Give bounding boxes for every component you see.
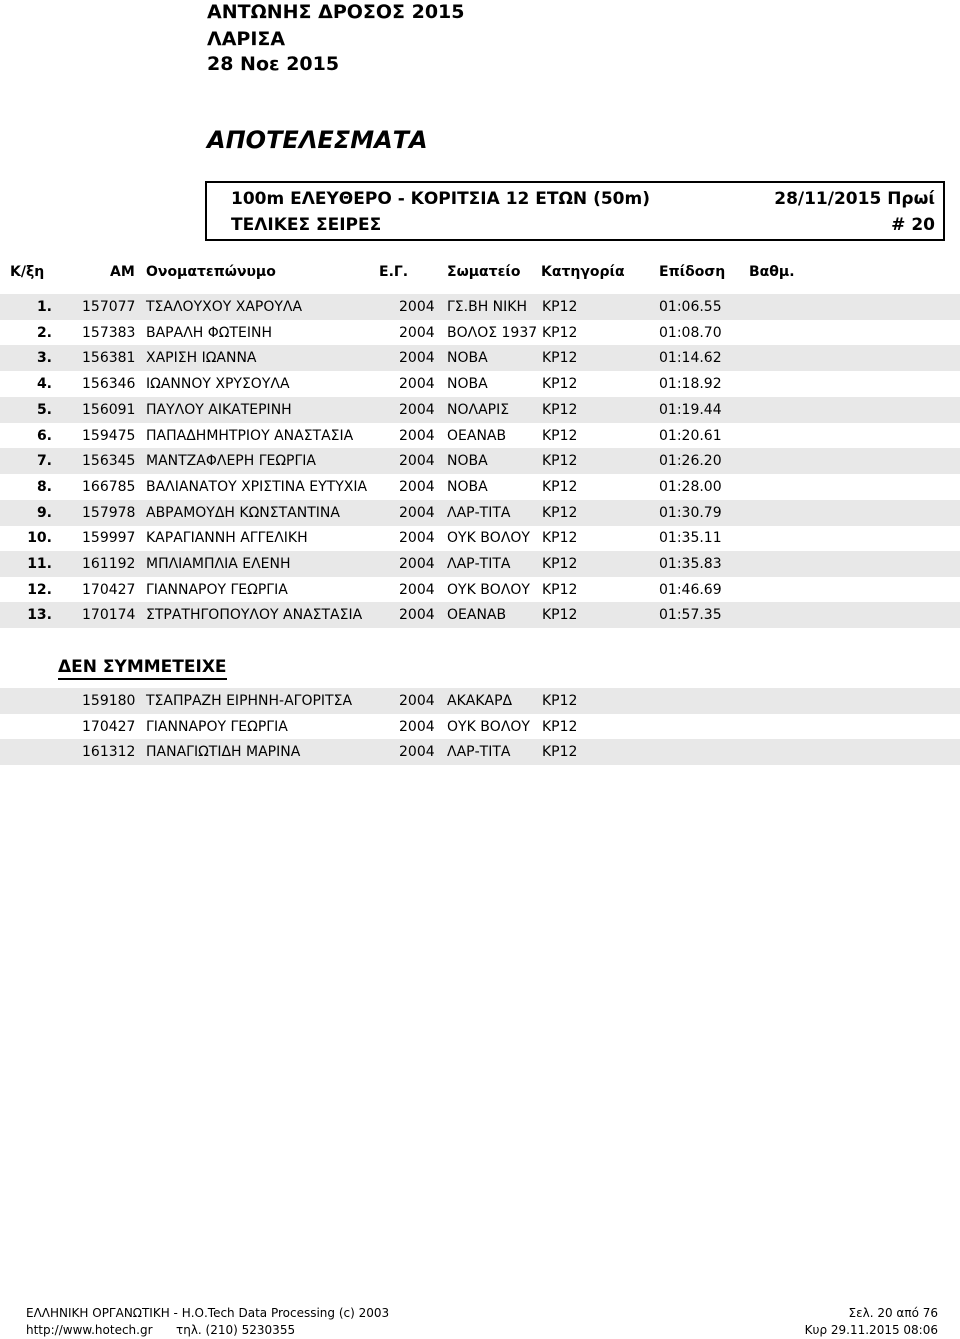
cell-name: ΧΑΡΙΣΗ ΙΩΑΝΝΑ	[146, 350, 257, 367]
cell-category: ΚΡ12	[542, 581, 578, 598]
footer-phone: τηλ. (210) 5230355	[176, 1323, 296, 1337]
cell-name: ΣΤΡΑΤΗΓΟΠΟΥΛΟΥ ΑΝΑΣΤΑΣΙΑ	[146, 607, 363, 624]
table-row	[0, 345, 960, 371]
cell-time: 01:57.35	[659, 607, 722, 624]
cell-name: ΚΑΡΑΓΙΑΝΝΗ ΑΓΓΕΛΙΚΗ	[146, 530, 308, 547]
cell-name: ΤΣΑΠΡΑΖΗ ΕΙΡΗΝΗ-ΑΓΟΡΙΤΣΑ	[146, 693, 353, 709]
cell-yob: 2004	[399, 744, 435, 761]
cell-club: ΟΕΑΝΑΒ	[447, 427, 507, 444]
col-header-club: Σωματείο	[447, 264, 521, 280]
col-header-yob: Ε.Γ.	[379, 264, 409, 280]
cell-rank: 11.	[27, 556, 52, 572]
cell-am: 170174	[82, 607, 136, 624]
cell-name: ΜΠΛΙΑΜΠΛΙΑ ΕΛΕΝΗ	[146, 556, 291, 572]
cell-category: ΚΡ12	[542, 401, 578, 418]
dns-heading: ΔΕΝ ΣΥΜΜΕΤΕΙΧΕ	[58, 657, 227, 680]
event-box	[205, 181, 945, 241]
cell-yob: 2004	[399, 581, 435, 598]
table-row	[0, 320, 960, 346]
cell-am: 157383	[82, 324, 136, 341]
cell-club: ΝΟΒΑ	[447, 350, 488, 367]
footer-web: http://www.hotech.gr	[26, 1323, 153, 1337]
footer-page: Σελ. 20 από 76	[848, 1306, 938, 1320]
event-datetime: 28/11/2015 Πρωί	[774, 189, 935, 209]
cell-am: 161192	[82, 556, 136, 572]
cell-category: ΚΡ12	[542, 299, 578, 315]
cell-yob: 2004	[399, 607, 435, 624]
cell-club: ΛΑΡ-ΤΙΤΑ	[447, 744, 511, 761]
col-header-category: Κατηγορία	[541, 264, 625, 280]
table-row	[0, 474, 960, 500]
cell-am: 157077	[82, 299, 136, 315]
cell-am: 159180	[82, 693, 136, 709]
cell-category: ΚΡ12	[542, 478, 578, 495]
cell-yob: 2004	[399, 504, 435, 521]
cell-category: ΚΡ12	[542, 718, 578, 735]
cell-am: 166785	[82, 478, 136, 495]
table-row	[0, 577, 960, 603]
cell-rank: 7.	[36, 453, 52, 470]
cell-rank: 12.	[27, 581, 52, 598]
cell-club: ΟΥΚ ΒΟΛΟΥ	[447, 718, 530, 735]
table-row	[0, 448, 960, 474]
cell-yob: 2004	[399, 478, 435, 495]
cell-club: ΟΥΚ ΒΟΛΟΥ	[447, 530, 530, 547]
table-row	[0, 500, 960, 526]
dns-row	[0, 714, 960, 740]
cell-time: 01:46.69	[659, 581, 722, 598]
cell-name: ΓΙΑΝΝΑΡΟΥ ΓΕΩΡΓΙΑ	[146, 581, 288, 598]
cell-am: 156381	[82, 350, 136, 367]
cell-yob: 2004	[399, 427, 435, 444]
cell-am: 157978	[82, 504, 136, 521]
cell-yob: 2004	[399, 350, 435, 367]
cell-am: 159997	[82, 530, 136, 547]
cell-category: ΚΡ12	[542, 324, 578, 341]
table-row	[0, 525, 960, 551]
cell-club: ΟΥΚ ΒΟΛΟΥ	[447, 581, 530, 598]
cell-name: ΤΣΑΛΟΥΧΟΥ ΧΑΡΟΥΛΑ	[146, 299, 303, 315]
cell-rank: 6.	[36, 427, 52, 444]
cell-time: 01:08.70	[659, 324, 722, 341]
cell-club: ΝΟΒΑ	[447, 376, 488, 393]
cell-am: 170427	[82, 718, 136, 735]
cell-time: 01:35.11	[659, 530, 722, 547]
cell-yob: 2004	[399, 556, 435, 572]
table-row	[0, 371, 960, 397]
cell-category: ΚΡ12	[542, 693, 578, 709]
cell-name: ΠΑΠΑΔΗΜΗΤΡΙΟΥ ΑΝΑΣΤΑΣΙΑ	[146, 427, 354, 444]
cell-am: 161312	[82, 744, 136, 761]
cell-category: ΚΡ12	[542, 350, 578, 367]
cell-time: 01:30.79	[659, 504, 722, 521]
cell-name: ΠΑΝΑΓΙΩΤΙΔΗ ΜΑΡΙΝΑ	[146, 744, 301, 761]
cell-rank: 9.	[36, 504, 52, 521]
cell-name: ΓΙΑΝΝΑΡΟΥ ΓΕΩΡΓΙΑ	[146, 718, 288, 735]
meet-date: 28 Νοε 2015	[207, 53, 340, 75]
cell-am: 156091	[82, 401, 136, 418]
table-row	[0, 294, 960, 320]
cell-time: 01:18.92	[659, 376, 722, 393]
cell-rank: 10.	[27, 530, 52, 547]
cell-name: ΒΑΡΑΛΗ ΦΩΤΕΙΝΗ	[146, 324, 272, 341]
col-header-name: Ονοματεπώνυμο	[146, 264, 276, 280]
cell-name: ΒΑΛΙΑΝΑΤΟΥ ΧΡΙΣΤΙΝΑ ΕΥΤΥΧΙΑ	[146, 478, 368, 495]
event-name: 100m ΕΛΕΥΘΕΡΟ - ΚΟΡΙΤΣΙΑ 12 ΕΤΩΝ (50m)	[231, 189, 650, 209]
footer-printed: Κυρ 29.11.2015 08:06	[804, 1323, 938, 1337]
col-header-time: Επίδοση	[659, 264, 726, 280]
table-row	[0, 551, 960, 577]
footer-org: ΕΛΛΗΝΙΚΗ ΟΡΓΑΝΩΤΙΚΗ - Η.Ο.Tech Data Processing (c) 2003	[26, 1306, 390, 1320]
col-header-rank: Κ/ξη	[10, 264, 45, 280]
cell-yob: 2004	[399, 401, 435, 418]
cell-club: ΝΟΛΑΡΙΣ	[447, 401, 510, 418]
cell-time: 01:28.00	[659, 478, 722, 495]
cell-am: 170427	[82, 581, 136, 598]
table-row	[0, 423, 960, 449]
cell-rank: 5.	[36, 401, 52, 418]
meet-title: ΑΝΤΩΝΗΣ ΔΡΟΣΟΣ 2015	[207, 1, 465, 23]
cell-category: ΚΡ12	[542, 556, 578, 572]
table-row	[0, 397, 960, 423]
cell-club: ΑΚΑΚΑΡΔ	[447, 693, 513, 709]
event-round: ΤΕΛΙΚΕΣ ΣΕΙΡΕΣ	[231, 215, 382, 235]
cell-name: ΑΒΡΑΜΟΥΔΗ ΚΩΝΣΤΑΝΤΙΝΑ	[146, 504, 340, 521]
cell-time: 01:19.44	[659, 401, 722, 418]
cell-yob: 2004	[399, 530, 435, 547]
dns-row	[0, 688, 960, 714]
cell-am: 159475	[82, 427, 136, 444]
cell-category: ΚΡ12	[542, 744, 578, 761]
cell-club: ΒΟΛΟΣ 1937	[447, 324, 538, 341]
cell-rank: 13.	[27, 607, 52, 624]
cell-rank: 8.	[36, 478, 52, 495]
cell-club: ΛΑΡ-ΤΙΤΑ	[447, 556, 511, 572]
cell-club: ΟΕΑΝΑΒ	[447, 607, 507, 624]
event-number: # 20	[891, 215, 935, 235]
cell-name: ΠΑΥΛΟΥ ΑΙΚΑΤΕΡΙΝΗ	[146, 401, 292, 418]
cell-yob: 2004	[399, 718, 435, 735]
cell-club: ΛΑΡ-ΤΙΤΑ	[447, 504, 511, 521]
cell-yob: 2004	[399, 453, 435, 470]
meet-city: ΛΑΡΙΣΑ	[207, 28, 286, 50]
cell-rank: 1.	[36, 299, 52, 315]
cell-time: 01:35.83	[659, 556, 722, 572]
cell-yob: 2004	[399, 376, 435, 393]
cell-time: 01:06.55	[659, 299, 722, 315]
cell-club: ΓΣ.ΒΗ ΝΙΚΗ	[447, 299, 527, 315]
cell-time: 01:14.62	[659, 350, 722, 367]
cell-rank: 3.	[36, 350, 52, 367]
table-row	[0, 602, 960, 628]
col-header-points: Βαθμ.	[749, 264, 795, 280]
cell-yob: 2004	[399, 299, 435, 315]
cell-rank: 2.	[36, 324, 52, 341]
cell-am: 156346	[82, 376, 136, 393]
cell-club: ΝΟΒΑ	[447, 453, 488, 470]
cell-name: ΜΑΝΤΖΑΦΛΕΡΗ ΓΕΩΡΓΙΑ	[146, 453, 317, 470]
cell-time: 01:20.61	[659, 427, 722, 444]
cell-category: ΚΡ12	[542, 453, 578, 470]
cell-yob: 2004	[399, 693, 435, 709]
cell-category: ΚΡ12	[542, 607, 578, 624]
cell-club: ΝΟΒΑ	[447, 478, 488, 495]
cell-yob: 2004	[399, 324, 435, 341]
dns-row	[0, 739, 960, 765]
cell-category: ΚΡ12	[542, 504, 578, 521]
cell-category: ΚΡ12	[542, 376, 578, 393]
cell-category: ΚΡ12	[542, 427, 578, 444]
cell-rank: 4.	[36, 376, 52, 393]
cell-am: 156345	[82, 453, 136, 470]
cell-time: 01:26.20	[659, 453, 722, 470]
col-header-am: ΑΜ	[110, 264, 135, 280]
results-heading: ΑΠΟΤΕΛΕΣΜΑΤΑ	[207, 126, 428, 154]
cell-name: ΙΩΑΝΝΟΥ ΧΡΥΣΟΥΛΑ	[146, 376, 290, 393]
cell-category: ΚΡ12	[542, 530, 578, 547]
